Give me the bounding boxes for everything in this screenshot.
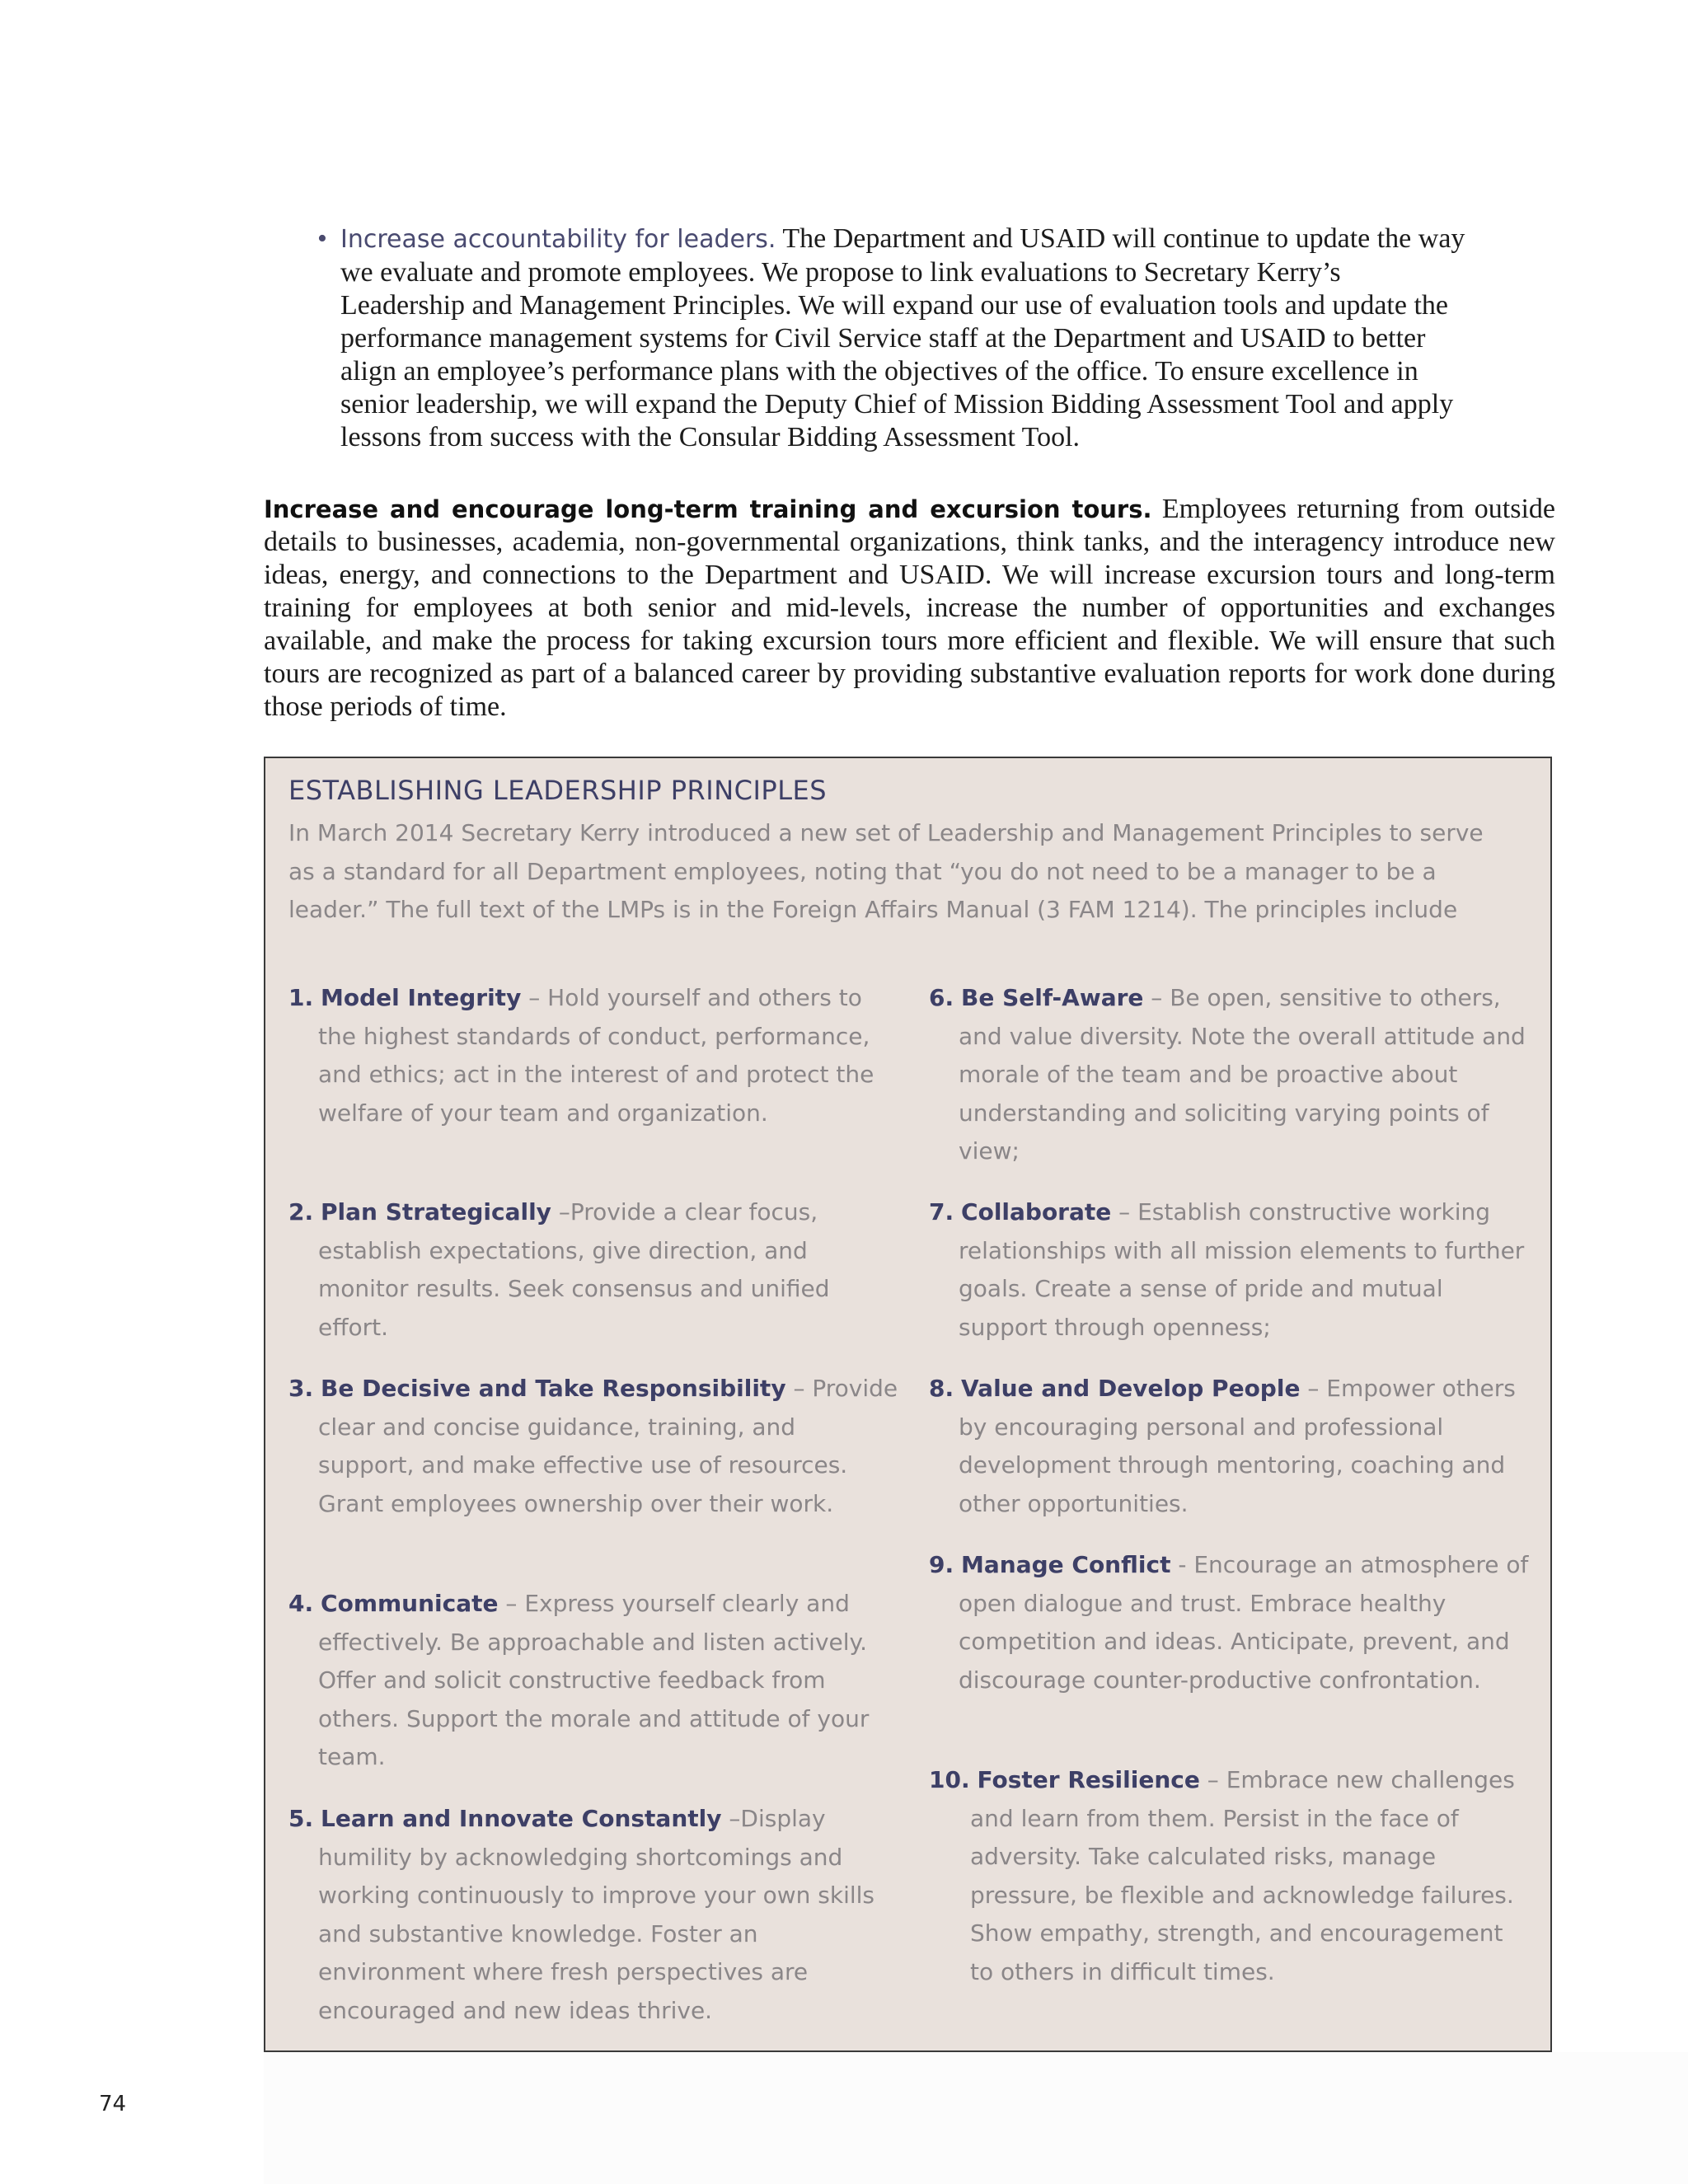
principle-separator: – [785, 1375, 813, 1402]
bottom-shade [264, 2052, 1688, 2184]
leadership-principles-box [264, 757, 1552, 2052]
principle-number: 3. [288, 1375, 314, 1402]
principle-separator: - [1170, 1551, 1194, 1578]
principle-separator: – [498, 1590, 525, 1617]
principle-number: 10. [929, 1766, 970, 1793]
principle-name: Value and Develop People [961, 1375, 1301, 1402]
principle-number: 2. [288, 1198, 314, 1226]
principle-separator: – [1143, 984, 1170, 1011]
principle-item [929, 1761, 1531, 1991]
paragraph-body: Employees returning from outside details to businesses, academia, non-governmental organizations, think tanks, and the interagency introduce new ideas, energy, and connections to the Department and USAID. We will increase excursion tours and long-term training for employees at both senior and mid-levels, increase the number of opportunities and exchanges available, and make the process for taking excursion tours more efficient and flexible. We will ensure that such tours are recognized as part of a balanced career by providing substantive evaluation reports for work done during those periods of time. [264, 494, 1555, 722]
principle-number: 9. [929, 1551, 954, 1578]
principle-text: Display humility by acknowledging shortcomings and working continuously to improve your own skills and substantive knowledge. Foster an environment where fresh perspectives are encouraged and new ideas thrive. [318, 1805, 875, 2024]
principle-separator: – [1199, 1766, 1226, 1793]
principle-text: Embrace new challenges and learn from them. Persist in the face of adversity. Take calculated risks, manage pressure, be flexible and acknowledge failures. Show empathy, strength, and encouragement to others in difficult times. [970, 1766, 1515, 1985]
principle-separator: – [1111, 1198, 1138, 1226]
principle-text: Express yourself clearly and effectively. Be approachable and listen actively. Offer and solicit constructive feedback from others. Support the morale and attitude of your team. [318, 1590, 870, 1770]
principle-number: 7. [929, 1198, 954, 1226]
bullet-accountability [317, 223, 1471, 454]
principle-item [929, 1546, 1531, 1699]
principle-number: 8. [929, 1375, 954, 1402]
page-number: 74 [99, 2092, 127, 2116]
principle-name: Be Self-Aware [961, 984, 1144, 1011]
principle-text: Provide clear and concise guidance, training, and support, and make effective use of resources. Grant employees ownership over their work. [318, 1375, 898, 1517]
principle-number: 5. [288, 1805, 314, 1832]
principle-separator: – [551, 1198, 570, 1226]
principle-item [288, 1585, 898, 1777]
principle-separator: – [721, 1805, 741, 1832]
principle-text: Be open, sensitive to others, and value diversity. Note the overall attitude and morale of the team and be proactive about understanding and soliciting varying points of view; [959, 984, 1526, 1165]
principle-item [288, 979, 898, 1132]
principle-number: 4. [288, 1590, 314, 1617]
principle-text: Provide a clear focus, establish expectations, give direction, and monitor results. Seek consensus and unified effort. [318, 1198, 830, 1341]
bullet-marker: • [317, 223, 327, 254]
principle-name: Be Decisive and Take Responsibility [321, 1375, 786, 1402]
principle-separator: – [1300, 1375, 1327, 1402]
principle-item [288, 1370, 898, 1523]
principle-text: Empower others by encouraging personal and professional development through mentoring, coaching and other opportunities. [959, 1375, 1516, 1517]
paragraph-training [264, 493, 1555, 724]
principle-number: 1. [288, 984, 314, 1011]
principle-text: Establish constructive working relationships with all mission elements to further goals. Create a sense of pride and mutual support through openness; [959, 1198, 1525, 1341]
principle-name: Communicate [321, 1590, 499, 1617]
principle-name: Model Integrity [321, 984, 522, 1011]
principle-name: Foster Resilience [977, 1766, 1200, 1793]
principle-name: Manage Conflict [961, 1551, 1171, 1578]
paragraph-lead-in: Increase and encourage long-term training and excursion tours. [264, 495, 1152, 523]
principle-item [288, 1800, 898, 2030]
principle-item [929, 1193, 1531, 1347]
principle-text: Hold yourself and others to the highest standards of conduct, performance, and ethics; act in the interest of and protect the welfare of your team and organization. [318, 984, 874, 1127]
principle-number: 6. [929, 984, 954, 1011]
principle-name: Learn and Innovate Constantly [321, 1805, 722, 1832]
bullet-body: The Department and USAID will continue to update the way we evaluate and promote employees. We propose to link evaluations to Secretary Kerry’s Leadership and Management Principles. We will expand our use of evaluation tools and update the performance management systems for Civil Service staff at the Department and USAID to better align an employee’s performance plans with the objectives of the office. To ensure excellence in senior leadership, we will expand the Deputy Chief of Mission Bidding Assessment Tool and apply lessons from success with the Consular Bidding Assessment Tool. [340, 223, 1465, 452]
principle-item [929, 979, 1531, 1171]
bullet-text [340, 223, 1471, 454]
principle-name: Collaborate [961, 1198, 1112, 1226]
principle-separator: – [521, 984, 548, 1011]
sidebar-title: ESTABLISHING LEADERSHIP PRINCIPLES [288, 775, 828, 806]
sidebar-intro: In March 2014 Secretary Kerry introduced a new set of Leadership and Management Principles to serve as a standard for all Department employees, noting that “you do not need to be a manager to be a leader.” The full text of the LMPs is in the Foreign Affairs Manual (3 FAM 1214). The principles include [288, 819, 1484, 923]
principle-item [929, 1370, 1531, 1523]
principle-item [288, 1193, 898, 1347]
bullet-lead-in: Increase accountability for leaders. [340, 225, 776, 254]
principle-text: Encourage an atmosphere of open dialogue and trust. Embrace healthy competition and ideas. Anticipate, prevent, and discourage counter-productive confrontation. [959, 1551, 1529, 1694]
principle-name: Plan Strategically [321, 1198, 551, 1226]
